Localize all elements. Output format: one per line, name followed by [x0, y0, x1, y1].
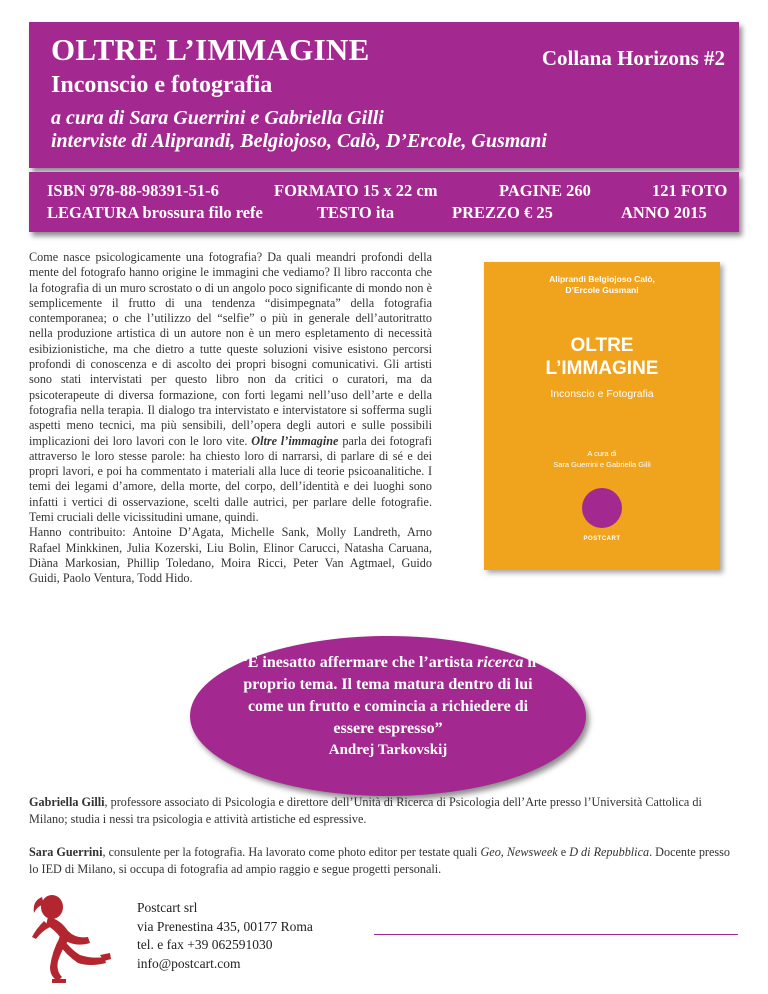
- bio-guerrini: [29, 844, 741, 877]
- text-language: TESTO ita: [317, 203, 395, 222]
- cover-circle-icon: [582, 488, 622, 528]
- pages: PAGINE 260: [499, 181, 591, 200]
- editors-line: a cura di Sara Guerrini e Gabriella Gilli: [51, 107, 384, 129]
- interviews-line: interviste di Aliprandi, Belgiojoso, Calò, D’Ercole, Gusmani: [51, 130, 547, 152]
- quote-text-part: il proprio tema. Il tema matura dentro di lui come un frutto e comincia a richiedere di essere espresso”: [243, 654, 537, 737]
- quote-author: Andrej Tarkovskij: [328, 742, 448, 758]
- quote-emphasis: ricerca: [477, 654, 524, 671]
- series-label: Collana Horizons #2: [541, 46, 725, 70]
- book-title-inline: Oltre l’immagine: [251, 433, 339, 448]
- binding: LEGATURA brossura filo refe: [47, 203, 263, 222]
- contact-block: [137, 899, 313, 973]
- isbn: ISBN 978-88-98391-51-6: [47, 181, 219, 200]
- signature-line: [374, 934, 738, 935]
- cover-title-line: L’IMMAGINE: [545, 358, 659, 379]
- cover-curated: [484, 448, 720, 470]
- bio-text: ,: [500, 845, 507, 859]
- address: via Prenestina 435, 00177 Roma: [137, 918, 313, 934]
- description-paragraph: [29, 250, 432, 525]
- company-name: Postcart srl: [137, 900, 198, 915]
- bio-text: e: [557, 845, 570, 859]
- specs-banner: [29, 172, 739, 232]
- cover-subtitle: Inconscio e Fotografia: [550, 388, 654, 400]
- cover-authors-line: D’Ercole Gusmani: [565, 285, 639, 295]
- quote-text-part: “È inesatto affermare che l’artista: [239, 654, 478, 671]
- cover-curated-line: A cura di: [587, 449, 617, 458]
- description-text-continued: parla dei fotografi attraverso le loro stesse parole: ha chiesto loro di narrarsi, di parlare di sé e dei propri lavori, e poi ha commentato i materiali alla luce di teorie psicoanalitiche. I temi dei legami d’amore, della morte, del corpo, dell’identità e dei luoghi sono infatti i vertici di osservazione, scelti dalle autrici, per parlare delle fotografie. Temi cruciali delle vicissitudini umane, quindi.: [29, 433, 433, 525]
- cover-title: [484, 334, 720, 380]
- format: FORMATO 15 x 22 cm: [274, 181, 438, 200]
- book-title: OLTRE L’IMMAGINE: [51, 32, 370, 67]
- photos: 121 FOTO: [652, 181, 728, 200]
- header-banner: [29, 22, 739, 168]
- magazine-name: Geo: [480, 845, 501, 859]
- magazine-name: Newsweek: [506, 845, 558, 859]
- bio-gilli: [29, 794, 741, 827]
- email-link[interactable]: info@postcart.com: [137, 955, 241, 971]
- book-cover: [484, 262, 720, 570]
- phone: tel. e fax +39 062591030: [137, 937, 273, 952]
- book-subtitle: Inconscio e fotografia: [51, 72, 273, 98]
- running-figure-logo-icon: [30, 893, 112, 983]
- bio-text: . Docente presso lo IED di Milano, si occupa di fotografia ad ampio raggio e segue progetti personali.: [29, 845, 730, 876]
- description: [29, 250, 432, 587]
- price: PREZZO € 25: [452, 203, 553, 222]
- contributors: Hanno contribuito: Antoine D’Agata, Michelle Sank, Molly Landreth, Arno Rafael Minkkinen, Julia Kozerski, Liu Bolin, Elinor Carucci, Natasha Caruana, Diàna Markosian, Phillip Toledano, Moira Ricci, Peter Van Agtmael, Guido Guidi, Paolo Ventura, Todd Hido.: [29, 525, 432, 586]
- cover-authors-line: Aliprandi Belgiojoso Calò,: [549, 274, 655, 284]
- cover-publisher: POSTCART: [583, 536, 621, 542]
- cover-curated-line: Sara Guerrini e Gabriella Gilli: [553, 460, 651, 469]
- quote-text: [230, 652, 546, 740]
- bio-text: , consulente per la fotografia. Ha lavorato come photo editor per testate quali: [102, 845, 481, 859]
- bio-name: Gabriella Gilli: [29, 795, 105, 809]
- quote-ellipse: [190, 636, 586, 796]
- year: ANNO 2015: [621, 203, 707, 222]
- description-text: Come nasce psicologicamente una fotografia? Da quali meandri profondi della mente del fotografo hanno origine le immagini che vediamo? Il libro racconta che la fotografia di un muro scrostato o di un angolo poco significante di mondo non è semplicemente il frutto di una tendenza “disimpegnata” della fotografia contemporanea; o che l’utilizzo del “selfie” o più in generale dell’autoritratto nella produzione artistica di un autore non è un mero espletamento di necessità esibizionistiche, ma che dietro a tutte queste soluzioni visive esistono percorsi profondi di conoscenza e di ascolto dei propri bisogni comunicativi. Gli artisti sono stati intervistati per questo libro non da critici o curatori, ma da psicoterapeute di diversa formazione, con forti legami nell’uso dell’arte e della fotografia nella terapia. Il dialogo tra intervistato e intervistatore si sofferma sugli aspetti meno tecnici, ma più sensibili, dell’opera degli autori e sulle possibili implicazioni dei loro lavori con le loro vite.: [29, 250, 432, 448]
- cover-title-line: OLTRE: [570, 335, 634, 356]
- cover-authors: [484, 274, 720, 296]
- bio-name: Sara Guerrini: [29, 845, 103, 859]
- magazine-name: D di Repubblica: [569, 845, 650, 859]
- bio-text: , professore associato di Psicologia e direttore dell’Unità di Ricerca di Psicologia dell’Arte presso l’Università Cattolica di Milano; studia i nessi tra psicologia e attività artistiche ed espressive.: [29, 795, 702, 826]
